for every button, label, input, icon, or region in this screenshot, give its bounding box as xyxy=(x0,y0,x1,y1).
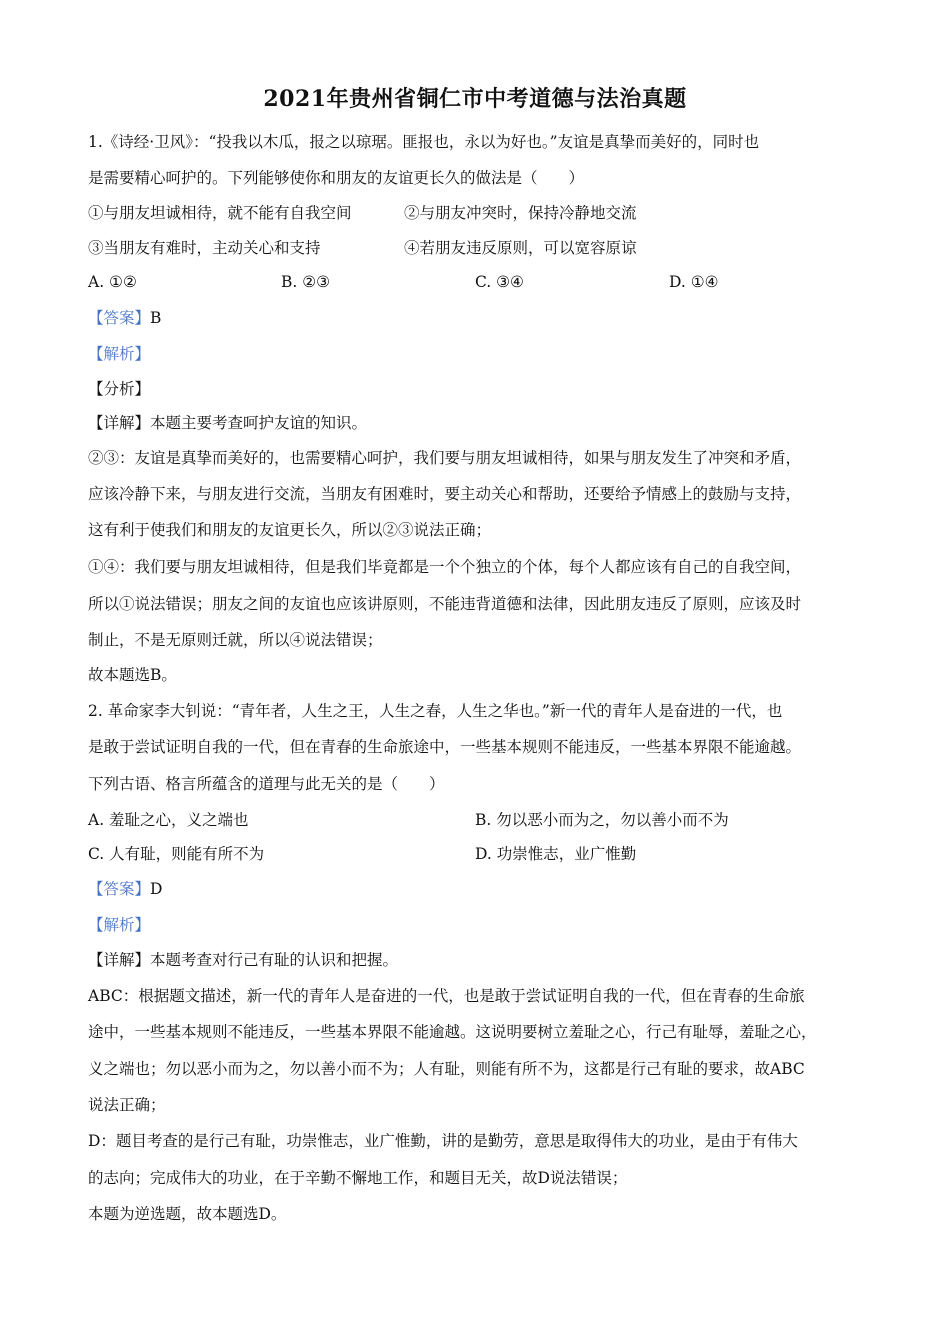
q2-para1-line-2: 途中，一些基本规则不能违反，一些基本界限不能逾越。这说明要树立羞耻之心，行己有耻辱，羞耻之心， xyxy=(88,1023,817,1041)
q1-option-b: B. ②③ xyxy=(281,273,331,291)
q1-option-d: D. ①④ xyxy=(669,273,719,291)
q2-stem-line-2: 是敢于尝试证明自我的一代，但在青春的生命旅途中，一些基本规则不能违反，一些基本界限不能逾越。 xyxy=(88,738,802,756)
q1-para2-line-3: 制止，不是无原则迁就，所以④说法错误； xyxy=(88,631,383,649)
q2-detail-text: 本题考查对行己有耻的认识和把握。 xyxy=(150,951,399,969)
q2-analysis-label: 【解析】 xyxy=(88,916,151,934)
q2-para1-line-1: ABC：根据题文描述，新一代的青年人是奋进的一代，也是敢于尝试证明自我的一代，但在青春的生命旅 xyxy=(88,987,805,1005)
q2-option-a: A. 羞耻之心，义之端也 xyxy=(88,811,249,829)
q2-conclusion: 本题为逆选题，故本题选D。 xyxy=(88,1205,287,1223)
q1-statement-1: ①与朋友坦诚相待，就不能有自我空间 xyxy=(88,204,352,222)
page-title: 2021年贵州省铜仁市中考道德与法治真题 xyxy=(263,86,687,112)
q2-option-c: C. 人有耻，则能有所不为 xyxy=(88,845,265,863)
q1-option-a: A. ①② xyxy=(88,273,137,291)
q1-answer xyxy=(88,307,161,329)
q2-answer xyxy=(88,878,162,900)
q1-para2-line-2: 所以①说法错误；朋友之间的友谊也应该讲原则，不能违背道德和法律，因此朋友违反了原则，应该及时 xyxy=(88,595,802,613)
q2-stem-line-1: 2. 革命家李大钊说：“青年者，人生之王，人生之春，人生之华也。”新一代的青年人是奋进的一代，也 xyxy=(88,702,783,720)
q1-option-c: C. ③④ xyxy=(475,273,524,291)
q1-statement-4: ④若朋友违反原则，可以宽容原谅 xyxy=(404,239,637,257)
q1-para1-line-3: 这有利于使我们和朋友的友谊更长久，所以②③说法正确； xyxy=(88,521,492,539)
q2-answer-label: 【答案】 xyxy=(88,880,151,898)
q2-para1-line-3: 义之端也；勿以恶小而为之，勿以善小而不为；人有耻，则能有所不为，这都是行己有耻的要求，故ABC xyxy=(88,1060,805,1078)
q2-para2-line-2: 的志向；完成伟大的功业，在于辛勤不懈地工作，和题目无关，故D说法错误； xyxy=(88,1169,628,1187)
q1-fenxi-label: 【分析】 xyxy=(88,380,151,398)
q2-stem-line-3: 下列古语、格言所蕴含的道理与此无关的是（ ） xyxy=(88,775,445,793)
q2-option-d: D. 功崇惟志，业广惟勤 xyxy=(475,845,637,863)
q1-statement-2: ②与朋友冲突时，保持冷静地交流 xyxy=(404,204,637,222)
q1-detail-label: 【详解】 xyxy=(88,414,151,432)
q2-detail-label: 【详解】 xyxy=(88,951,151,969)
q1-answer-label: 【答案】 xyxy=(88,309,151,327)
q1-para1-line-2: 应该冷静下来，与朋友进行交流，当朋友有困难时，要主动关心和帮助，还要给予情感上的鼓励与支持， xyxy=(88,485,802,503)
q1-answer-value: B xyxy=(150,309,162,327)
q2-detail xyxy=(88,949,398,971)
q1-stem-line-2: 是需要精心呵护的。下列能够使你和朋友的友谊更长久的做法是（ ） xyxy=(88,169,585,187)
q1-para2-line-1: ①④：我们要与朋友坦诚相待，但是我们毕竟都是一个个独立的个体，每个人都应该有自己的自我空间， xyxy=(88,558,802,576)
q1-conclusion: 故本题选B。 xyxy=(88,666,177,684)
q2-para1-line-4: 说法正确； xyxy=(88,1096,166,1114)
q1-statement-3: ③当朋友有难时，主动关心和支持 xyxy=(88,239,321,257)
q1-stem-line-1: 1.《诗经·卫风》：“投我以木瓜，报之以琼琚。匪报也，永以为好也。”友谊是真挚而美好的，同时也 xyxy=(88,133,760,151)
q2-para2-line-1: D：题目考查的是行己有耻，功崇惟志，业广惟勤，讲的是勤劳，意思是取得伟大的功业，是由于有伟大 xyxy=(88,1132,798,1150)
q1-para1-line-1: ②③：友谊是真挚而美好的，也需要精心呵护，我们要与朋友坦诚相待，如果与朋友发生了冲突和矛盾， xyxy=(88,449,802,467)
q2-answer-value: D xyxy=(150,880,163,898)
q1-detail-text: 本题主要考查呵护友谊的知识。 xyxy=(150,414,368,432)
q1-analysis-label: 【解析】 xyxy=(88,345,151,363)
q1-detail xyxy=(88,412,367,434)
q2-option-b: B. 勿以恶小而为之，勿以善小而不为 xyxy=(475,811,729,829)
